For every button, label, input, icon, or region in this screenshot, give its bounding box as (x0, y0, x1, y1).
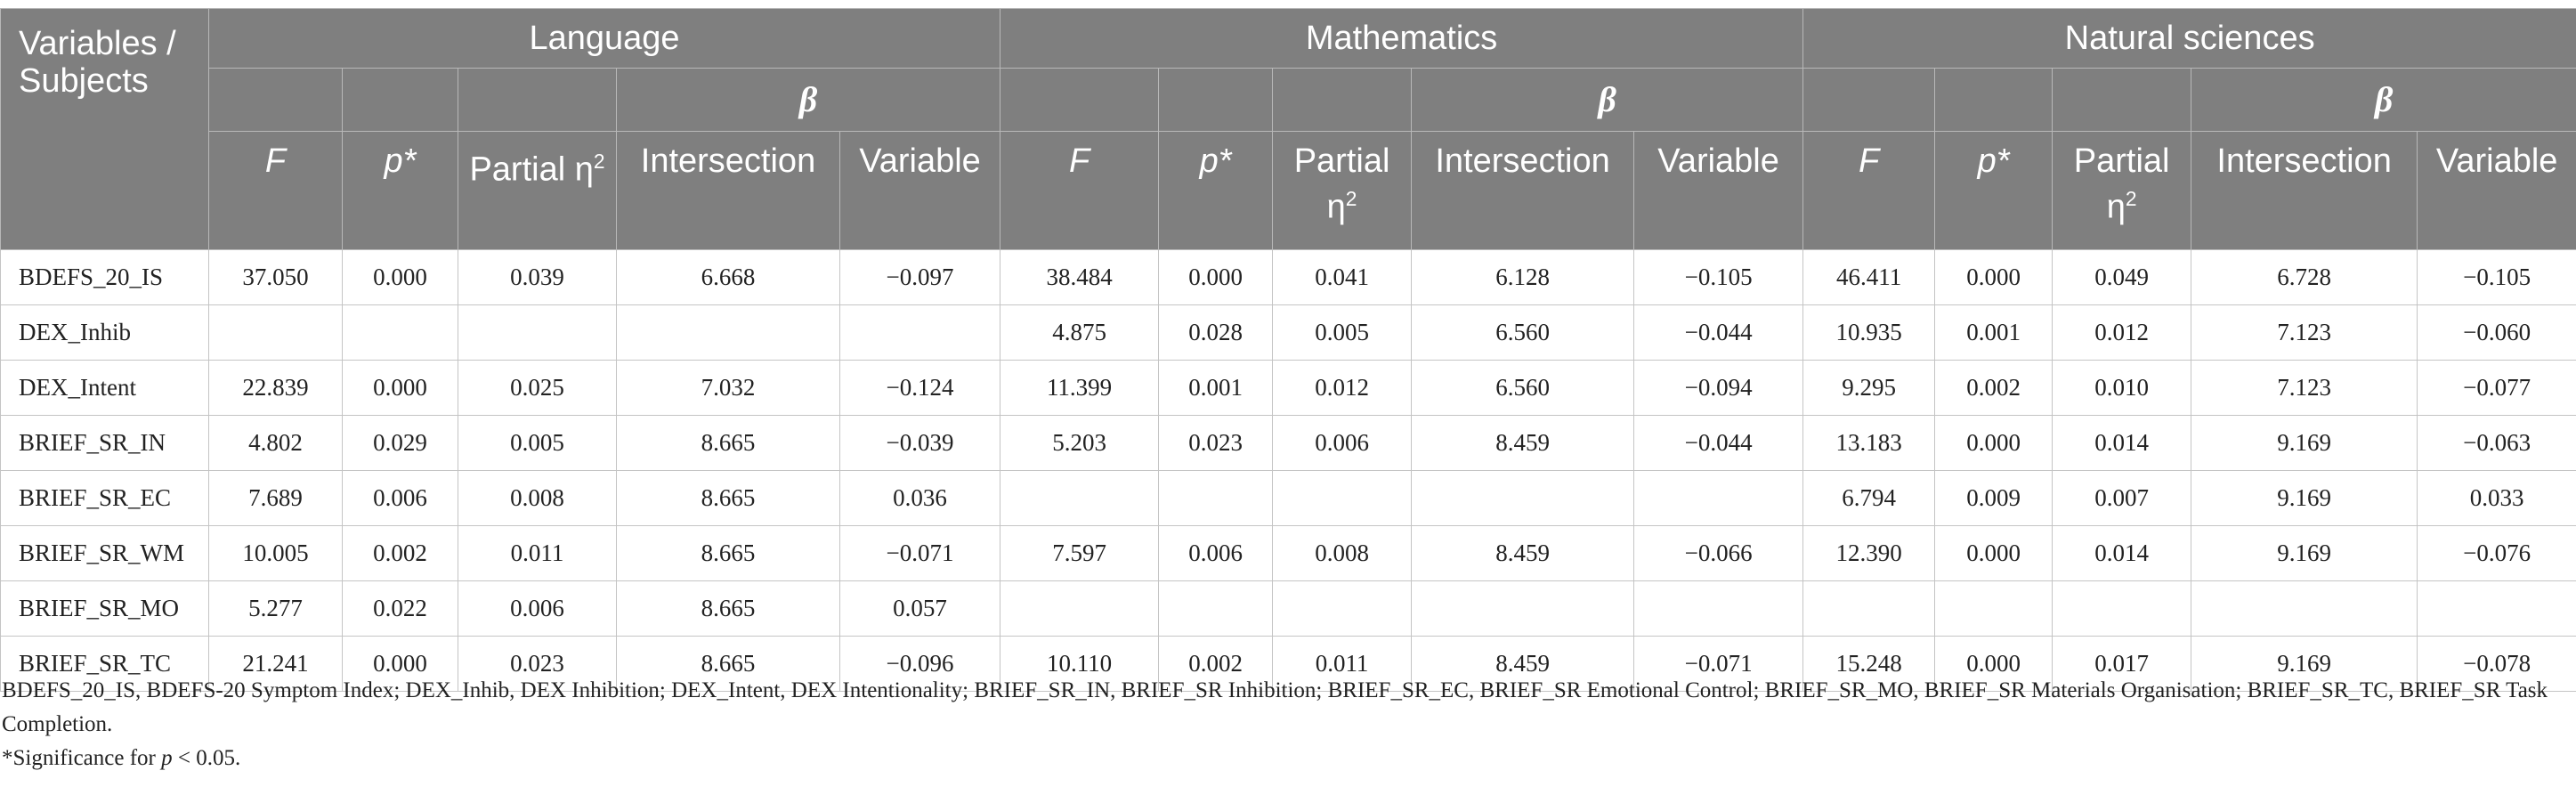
table-row (1, 526, 2576, 581)
table-cell: 0.008 (458, 471, 617, 526)
table-cell: −0.066 (1634, 526, 1803, 581)
table-cell: 0.023 (458, 637, 617, 692)
table-cell (617, 305, 840, 361)
table-cell: 0.039 (458, 250, 617, 305)
table-cell (1273, 471, 1412, 526)
col-header-f: F (209, 132, 343, 250)
table-cell (1412, 471, 1634, 526)
table-cell: −0.078 (2418, 637, 2576, 692)
table-cell (2191, 581, 2418, 637)
table-cell: 0.023 (1159, 416, 1273, 471)
col-header-intersection: Intersection (1412, 132, 1634, 250)
table-cell: 0.006 (1273, 416, 1412, 471)
row-label: DEX_Inhib (1, 305, 209, 361)
col-header-p: p* (343, 132, 458, 250)
table-cell: 0.002 (1935, 361, 2053, 416)
table-cell: 0.007 (2053, 471, 2191, 526)
table-cell: 0.014 (2053, 416, 2191, 471)
table-cell (2053, 581, 2191, 637)
table-cell: 7.123 (2191, 305, 2418, 361)
table-cell: 0.000 (1935, 250, 2053, 305)
table-cell (1000, 471, 1159, 526)
table-cell: 0.011 (458, 526, 617, 581)
table-cell: 0.006 (343, 471, 458, 526)
col-header-p: p* (1935, 132, 2053, 250)
table-cell: 46.411 (1803, 250, 1935, 305)
table-cell: −0.105 (2418, 250, 2576, 305)
table-cell (1634, 471, 1803, 526)
table-cell: 0.033 (2418, 471, 2576, 526)
table-cell: 0.028 (1159, 305, 1273, 361)
table-cell: −0.039 (840, 416, 1000, 471)
table-cell: −0.096 (840, 637, 1000, 692)
row-label: BRIEF_SR_EC (1, 471, 209, 526)
table-cell: 0.000 (343, 637, 458, 692)
table-cell: 0.000 (1935, 637, 2053, 692)
table-cell (2418, 581, 2576, 637)
results-table-container (0, 8, 2576, 692)
table-cell: −0.105 (1634, 250, 1803, 305)
table-row (1, 471, 2576, 526)
table-cell: −0.097 (840, 250, 1000, 305)
table-cell (840, 305, 1000, 361)
table-cell (458, 305, 617, 361)
group-header-language: Language (209, 9, 1000, 69)
beta-header-language: β (617, 69, 1000, 132)
table-cell: 12.390 (1803, 526, 1935, 581)
table-cell: 0.000 (1935, 526, 2053, 581)
table-row (1, 305, 2576, 361)
table-cell: −0.094 (1634, 361, 1803, 416)
regression-results-table (0, 8, 2576, 692)
table-cell: −0.063 (2418, 416, 2576, 471)
col-header-variable: Variable (2418, 132, 2576, 250)
table-cell: 0.001 (1159, 361, 1273, 416)
table-cell: 9.169 (2191, 471, 2418, 526)
table-row (1, 581, 2576, 637)
table-cell: −0.044 (1634, 305, 1803, 361)
row-label: DEX_Intent (1, 361, 209, 416)
col-header-partial-eta: Partial $\eta^2$ (458, 132, 617, 250)
abbreviations-note: BDEFS_20_IS, BDEFS-20 Symptom Index; DEX_Inhib, DEX Inhibition; DEX_Intent, DEX Intentionality; BRIEF_SR_IN, BRIEF_SR Inhibition; BRIEF_SR_EC, BRIEF_SR Emotional Control; BRIEF_SR_MO, BRIEF_SR Materials Organisation; BRIEF_SR_TC, BRIEF_SR Task Completion. (2, 678, 2548, 736)
col-header-intersection: Intersection (617, 132, 840, 250)
table-cell: −0.060 (2418, 305, 2576, 361)
table-cell: 0.012 (2053, 305, 2191, 361)
table-cell: 0.002 (343, 526, 458, 581)
table-cell: 0.049 (2053, 250, 2191, 305)
table-cell: 7.597 (1000, 526, 1159, 581)
table-cell: 6.560 (1412, 361, 1634, 416)
col-header-variable: Variable (1634, 132, 1803, 250)
table-cell: 9.169 (2191, 637, 2418, 692)
table-cell: 38.484 (1000, 250, 1159, 305)
table-cell: 6.668 (617, 250, 840, 305)
col-header-partial-eta: Partial $\eta^2$ (1273, 132, 1412, 250)
row-label: BRIEF_SR_IN (1, 416, 209, 471)
table-cell: 5.277 (209, 581, 343, 637)
table-cell: 8.459 (1412, 526, 1634, 581)
table-cell: 0.006 (458, 581, 617, 637)
col-header-f: F (1803, 132, 1935, 250)
table-cell: −0.071 (840, 526, 1000, 581)
table-cell: 13.183 (1803, 416, 1935, 471)
table-cell: 11.399 (1000, 361, 1159, 416)
table-row (1, 416, 2576, 471)
table-cell: 0.001 (1935, 305, 2053, 361)
table-cell (343, 305, 458, 361)
table-cell: 10.110 (1000, 637, 1159, 692)
significance-note: *Significance for p < 0.05. (2, 746, 241, 770)
table-cell: 7.032 (617, 361, 840, 416)
col-header-p: p* (1159, 132, 1273, 250)
table-cell (1000, 581, 1159, 637)
table-cell: 9.169 (2191, 416, 2418, 471)
table-cell: −0.077 (2418, 361, 2576, 416)
table-cell: 9.169 (2191, 526, 2418, 581)
beta-header-natural-sciences: β (2191, 69, 2576, 132)
table-cell: −0.071 (1634, 637, 1803, 692)
table-cell: 37.050 (209, 250, 343, 305)
table-body (1, 250, 2576, 692)
table-cell: 10.005 (209, 526, 343, 581)
table-cell: 0.029 (343, 416, 458, 471)
table-cell: 0.000 (1159, 250, 1273, 305)
table-cell: 0.041 (1273, 250, 1412, 305)
table-cell: 0.010 (2053, 361, 2191, 416)
row-label: BRIEF_SR_TC (1, 637, 209, 692)
table-cell: 0.009 (1935, 471, 2053, 526)
table-cell: 8.665 (617, 471, 840, 526)
table-cell (1412, 581, 1634, 637)
table-cell: 7.689 (209, 471, 343, 526)
table-cell: 22.839 (209, 361, 343, 416)
table-cell (1935, 581, 2053, 637)
table-cell: 8.665 (617, 416, 840, 471)
table-cell (1803, 581, 1935, 637)
corner-header: Variables / Subjects (1, 9, 209, 250)
table-cell: 8.665 (617, 581, 840, 637)
table-cell (1273, 581, 1412, 637)
table-cell (1159, 581, 1273, 637)
table-cell: 0.057 (840, 581, 1000, 637)
table-cell: 21.241 (209, 637, 343, 692)
table-cell: 0.011 (1273, 637, 1412, 692)
col-header-partial-eta: Partial $\eta^2$ (2053, 132, 2191, 250)
table-cell: 15.248 (1803, 637, 1935, 692)
row-label: BRIEF_SR_WM (1, 526, 209, 581)
table-cell: 8.459 (1412, 637, 1634, 692)
col-header-variable: Variable (840, 132, 1000, 250)
table-cell (1159, 471, 1273, 526)
table-cell: 9.295 (1803, 361, 1935, 416)
row-label: BRIEF_SR_MO (1, 581, 209, 637)
table-cell: 7.123 (2191, 361, 2418, 416)
table-cell: 0.005 (1273, 305, 1412, 361)
table-cell (1634, 581, 1803, 637)
table-cell: 6.794 (1803, 471, 1935, 526)
table-cell (209, 305, 343, 361)
table-header (1, 9, 2576, 250)
beta-header-mathematics: β (1412, 69, 1803, 132)
table-cell: 5.203 (1000, 416, 1159, 471)
table-cell: 8.665 (617, 526, 840, 581)
table-cell: 0.008 (1273, 526, 1412, 581)
table-cell: 0.002 (1159, 637, 1273, 692)
table-cell: 0.022 (343, 581, 458, 637)
table-cell: 0.000 (1935, 416, 2053, 471)
table-footnotes (0, 674, 2576, 775)
table-cell: 0.025 (458, 361, 617, 416)
table-cell: −0.076 (2418, 526, 2576, 581)
table-cell: 0.017 (2053, 637, 2191, 692)
table-cell: 6.560 (1412, 305, 1634, 361)
table-cell: 0.005 (458, 416, 617, 471)
table-row (1, 361, 2576, 416)
table-cell: 0.012 (1273, 361, 1412, 416)
table-cell: 8.459 (1412, 416, 1634, 471)
table-cell: 0.036 (840, 471, 1000, 526)
table-cell: 0.000 (343, 250, 458, 305)
table-row (1, 250, 2576, 305)
col-header-f: F (1000, 132, 1159, 250)
table-cell: 8.665 (617, 637, 840, 692)
table-cell: 0.000 (343, 361, 458, 416)
table-cell: −0.044 (1634, 416, 1803, 471)
col-header-intersection: Intersection (2191, 132, 2418, 250)
table-cell: 10.935 (1803, 305, 1935, 361)
table-cell: −0.124 (840, 361, 1000, 416)
group-header-mathematics: Mathematics (1000, 9, 1803, 69)
table-cell: 6.728 (2191, 250, 2418, 305)
table-cell: 6.128 (1412, 250, 1634, 305)
table-cell: 4.875 (1000, 305, 1159, 361)
row-label: BDEFS_20_IS (1, 250, 209, 305)
table-cell: 0.014 (2053, 526, 2191, 581)
group-header-natural-sciences: Natural sciences (1803, 9, 2576, 69)
table-cell: 0.006 (1159, 526, 1273, 581)
table-cell: 4.802 (209, 416, 343, 471)
